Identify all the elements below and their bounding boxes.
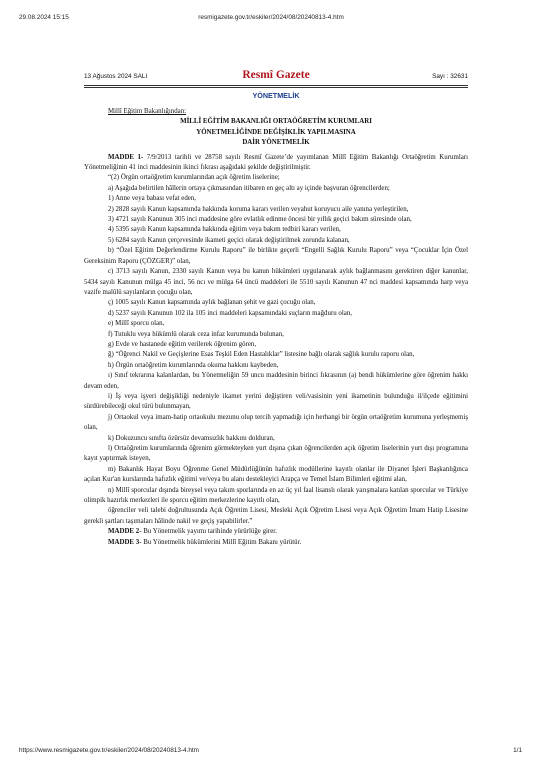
amendment-paragraph: l) Ortaöğretim kurumlarında öğrenim görmekteyken yurt dışına çıkan öğrencilerden açık öğretim liselerinin yurt dışı programına kayıt yaptırmak isteyen,: [84, 445, 468, 463]
article-1-text: 7/9/2013 tarihli ve 28758 sayılı Resmî Gazete’de yayımlanan Millî Eğitim Bakanlığı Ortaöğretim Kurumları Yönetmeliğinin 41 inci maddesinin ikinci fıkrası aşağıdaki şekilde değiştirilmiştir.: [84, 153, 468, 172]
article-2: [84, 527, 468, 537]
amendment-paragraph: “(2) Örgün ortaöğretim kurumlarından açık öğretim liselerine;: [108, 174, 280, 182]
amendment-paragraph: f) Tutuklu veya hükümlü olarak ceza infaz kurumunda bulunan,: [108, 330, 284, 338]
print-datetime: 29.08.2024 15:15: [19, 14, 69, 21]
amendment-paragraph: e) Millî sporcu olan,: [108, 320, 165, 328]
amendment-paragraph: 1) Anne veya babası vefat eden,: [108, 195, 197, 203]
regulation-title-line-3: DAİR YÖNETMELİK: [242, 139, 310, 147]
header-rule: [84, 85, 468, 86]
amendment-paragraph: 2) 2828 sayılı Kanun kapsamında hakkında koruma kararı verilen veyahut koruyucu aile yanına yerleştirilen,: [108, 205, 409, 213]
gazette-date: 13 Ağustos 2024 SALI: [84, 73, 148, 80]
amendment-paragraph: 3) 4721 sayılı Kanunun 305 inci maddesine göre evlatlık edinme öncesi bir yıllık geçici bakım süresinde olan,: [108, 216, 412, 224]
amendment-paragraph: 4) 5395 sayılı Kanun kapsamında hakkında eğitim veya bakım tedbiri kararı verilen,: [108, 226, 341, 234]
regulation-title-line-1: MİLLÎ EĞİTİM BAKANLIĞI ORTAÖĞRETİM KURUMLARI: [180, 118, 372, 126]
amendment-paragraph: g) Evde ve hastanede eğitim verilerek öğrenim gören,: [108, 340, 257, 348]
regulation-body: [84, 107, 468, 548]
gazette-issue-number: Sayı : 32631: [432, 73, 468, 80]
article-1: [84, 153, 468, 174]
gazette-name: Resmî Gazete: [242, 69, 310, 81]
amendment-paragraph: ğ) “Öğrenci Nakil ve Geçişlerine Esas Teşkil Eden Hastalıklar” listesine bağlı olarak sağlık kurulu raporu olan,: [108, 351, 415, 359]
regulation-title-line-2: YÖNETMELİĞİNDE DEĞİŞİKLİK YAPILMASINA: [196, 128, 356, 136]
article-3-text: Bu Yönetmelik hükümlerini Millî Eğitim Bakanı yürütür.: [141, 538, 302, 546]
amendment-text: [84, 173, 468, 527]
section-heading: YÖNETMELİK: [252, 91, 300, 100]
amendment-paragraph: b) “Özel Eğitim Değerlendirme Kurulu Raporu” ile birlikte geçerli “Engelli Sağlık Kurulu Raporu” veya “Çocuklar İçin Özel Gereksinim Raporu (ÇÖZGER)” olan,: [84, 247, 468, 265]
amendment-paragraph: c) 3713 sayılı Kanun, 2330 sayılı Kanun veya bu kanun hükümleri uygulanarak aylık bağlanmasını gerektiren diğer kanunlar, 5434 sayılı Kanunun mülga 45 inci, 56 ncı ve mülga 64 üncü maddeleri ile 5510 sayılı Kanunun 47 nci maddesi kapsamında harp veya vazife malûlü sayılanların çocuğu olan,: [84, 268, 468, 296]
amendment-paragraph: ç) 1005 sayılı Kanun kapsamında aylık bağlanan şehit ve gazi çocuğu olan,: [108, 299, 316, 307]
issuing-ministry: Millî Eğitim Bakanlığından:: [108, 108, 187, 115]
amendment-paragraph: öğrenciler veli talebi doğrultusunda Açık Öğretim Lisesi, Mesleki Açık Öğretim Lisesi veya Açık Öğretim İmam Hatip Lisesine gerekli şartları taşımaları hâlinde nakil ve geçiş yapabilirler.”: [84, 507, 468, 525]
article-2-label: MADDE 2-: [108, 528, 142, 536]
amendment-paragraph: h) Örgün ortaöğretim kurumlarında okuma hakkını kaybeden,: [108, 361, 279, 369]
amendment-paragraph: a) Aşağıda belirtilen hâllerin ortaya çıkmasından itibaren en geç altı ay içinde başvuran öğrencilerden;: [108, 184, 390, 192]
header-rule-thin: [84, 87, 468, 88]
print-header-url: resmigazete.gov.tr/eskiler/2024/08/20240813-4.htm: [198, 14, 344, 21]
amendment-paragraph: ı) Sınıf tekrarına kalanlardan, bu Yönetmeliğin 59 uncu maddesinin birinci fıkrasının (a) bendi hükümlerine göre öğrenim hakkı devam eden,: [84, 372, 468, 390]
amendment-paragraph: 5) 6284 sayılı Kanun çerçevesinde ikameti geçici olarak değiştirilmek zorunda kalanan,: [108, 236, 350, 244]
article-3: [84, 538, 468, 548]
amendment-paragraph: j) Ortaokul veya imam-hatip ortaokulu mezunu olup tercih yapmadığı için herhangi bir örgün ortaöğretim kurumuna yerleşmemiş olan,: [84, 413, 468, 432]
article-2-text: Bu Yönetmelik yayımı tarihinde yürürlüğe girer.: [141, 528, 277, 536]
amendment-paragraph: m) Bakanlık Hayat Boyu Öğrenme Genel Müdürlüğünün hafızlık modüllerine kayıtlı olanlar ile Diyanet İşleri Başkanlığınca açılan Kur'an kurslarında hafızlık eğitimi ve/veya bu alanı destekleyici Arapça ve Temel İslam Bilimleri eğitimi alan,: [84, 465, 468, 484]
article-1-label: MADDE 1-: [108, 153, 144, 161]
amendment-paragraph: k) Dokuzuncu sınıfta özürsüz devamsızlık hakkını dolduran,: [108, 434, 275, 442]
amendment-paragraph: d) 5237 sayılı Kanunun 102 ila 105 inci maddeleri kapsamındaki suçların mağduru olan,: [108, 309, 352, 317]
amendment-paragraph: i) İş veya işyeri değişikliği nedeniyle ikamet yerini değiştiren veli/vasisinin yeni ikametinin bulunduğu il/ilçede eğitimini sürdürebileceği okul türü bulunmayan,: [84, 392, 468, 411]
print-page-number: 1/1: [513, 747, 522, 754]
print-footer-url: https://www.resmigazete.gov.tr/eskiler/2024/08/20240813-4.htm: [19, 747, 199, 754]
gazette-header: [84, 69, 468, 83]
article-3-label: MADDE 3-: [108, 538, 142, 546]
amendment-paragraph: n) Millî sporcular dışında bireysel veya takım sporlarında en az üç yıl faal lisanslı olarak yarışmalara katılan sporcular ve Türkiye olimpik hazırlık merkezleri ile sporcu eğitim merkezlerine kayıtlı olan,: [84, 486, 468, 505]
